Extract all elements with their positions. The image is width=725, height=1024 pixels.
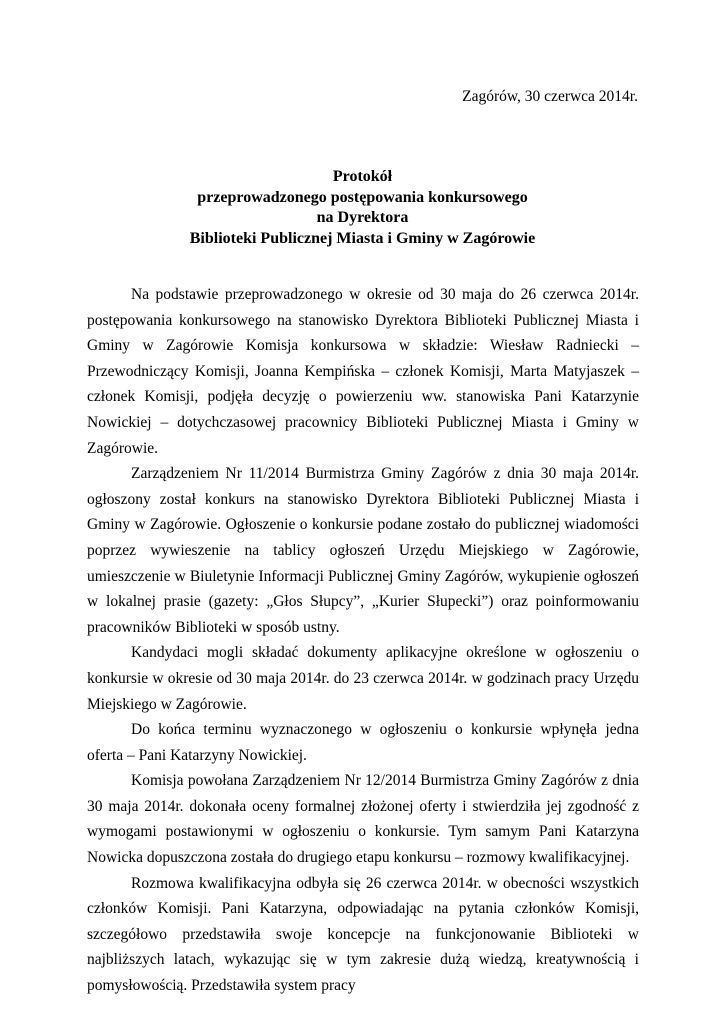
document-body bbox=[87, 282, 639, 999]
title-line: przeprowadzonego postępowania konkursowego bbox=[197, 188, 528, 206]
title-line: na Dyrektora bbox=[316, 209, 409, 226]
title-line: Protokół bbox=[332, 168, 393, 185]
paragraph: Rozmowa kwalifikacyjna odbyła się 26 czerwca 2014r. w obecności wszystkich członków Komisji. Pani Katarzyna, odpowiadając na pytania członków Komisji, szczegółowo przedstawiła swoje koncepcje na funkcjonowanie Biblioteki w najbliższych latach, wykazując się w tym zakresie dużą wiedzą, kreatywnością i pomysłowością. Przedstawiła system pracy bbox=[87, 874, 639, 995]
paragraph: Zarządzeniem Nr 11/2014 Burmistrza Gminy Zagórów z dnia 30 maja 2014r. ogłoszony został konkurs na stanowisko Dyrektora Biblioteki Publicznej Miasta i Gminy w Zagórowie. Ogłoszenie o konkursie podane zostało do publicznej wiadomości poprzez wywieszenie na tablicy ogłoszeń Urzędu Miejskiego w Zagórowie, umieszczenie w Biuletynie Informacji Publicznej Gminy Zagórów, wykupienie ogłoszeń w lokalnej prasie (gazety: „Głos Słupcy”, „Kurier Słupecki”) oraz poinformowaniu pracowników Biblioteki w sposób ustny. bbox=[87, 465, 639, 636]
paragraph: Kandydaci mogli składać dokumenty aplikacyjne określone w ogłoszeniu o konkursie w okresie od 30 maja 2014r. do 23 czerwca 2014r. w godzinach pracy Urzędu Miejskiego w Zagórowie. bbox=[87, 644, 639, 713]
document-title bbox=[0, 167, 725, 249]
paragraph: Komisja powołana Zarządzeniem Nr 12/2014 Burmistrza Gminy Zagórów z dnia 30 maja 2014r. dokonała oceny formalnej złożonej oferty i stwierdziła jej zgodność z wymogami postawionymi w ogłoszeniu o konkursie. Tym samym Pani Katarzyna Nowicka dopuszczona została do drugiego etapu konkursu – rozmowy kwalifikacyjnej. bbox=[87, 772, 639, 867]
paragraph: Do końca terminu wyznaczonego w ogłoszeniu o konkursie wpłynęła jedna oferta – Pani Katarzyny Nowickiej. bbox=[87, 721, 639, 764]
date-line: Zagórów, 30 czerwca 2014r. bbox=[462, 88, 638, 105]
paragraph: Na podstawie przeprowadzonego w okresie od 30 maja do 26 czerwca 2014r. postępowania konkursowego na stanowisko Dyrektora Biblioteki Publicznej Miasta i Gminy w Zagórowie Komisja konkursowa w składzie: Wiesław Radniecki – Przewodniczący Komisji, Joanna Kempińska – członek Komisji, Marta Matyjaszek – członek Komisji, podjęła decyzję o powierzeniu ww. stanowiska Pani Katarzynie Nowickiej – dotychczasowej pracownicy Biblioteki Publicznej Miasta i Gminy w Zagórowie. bbox=[87, 286, 639, 457]
title-line: Biblioteki Publicznej Miasta i Gminy w Zagórowie bbox=[189, 229, 536, 247]
